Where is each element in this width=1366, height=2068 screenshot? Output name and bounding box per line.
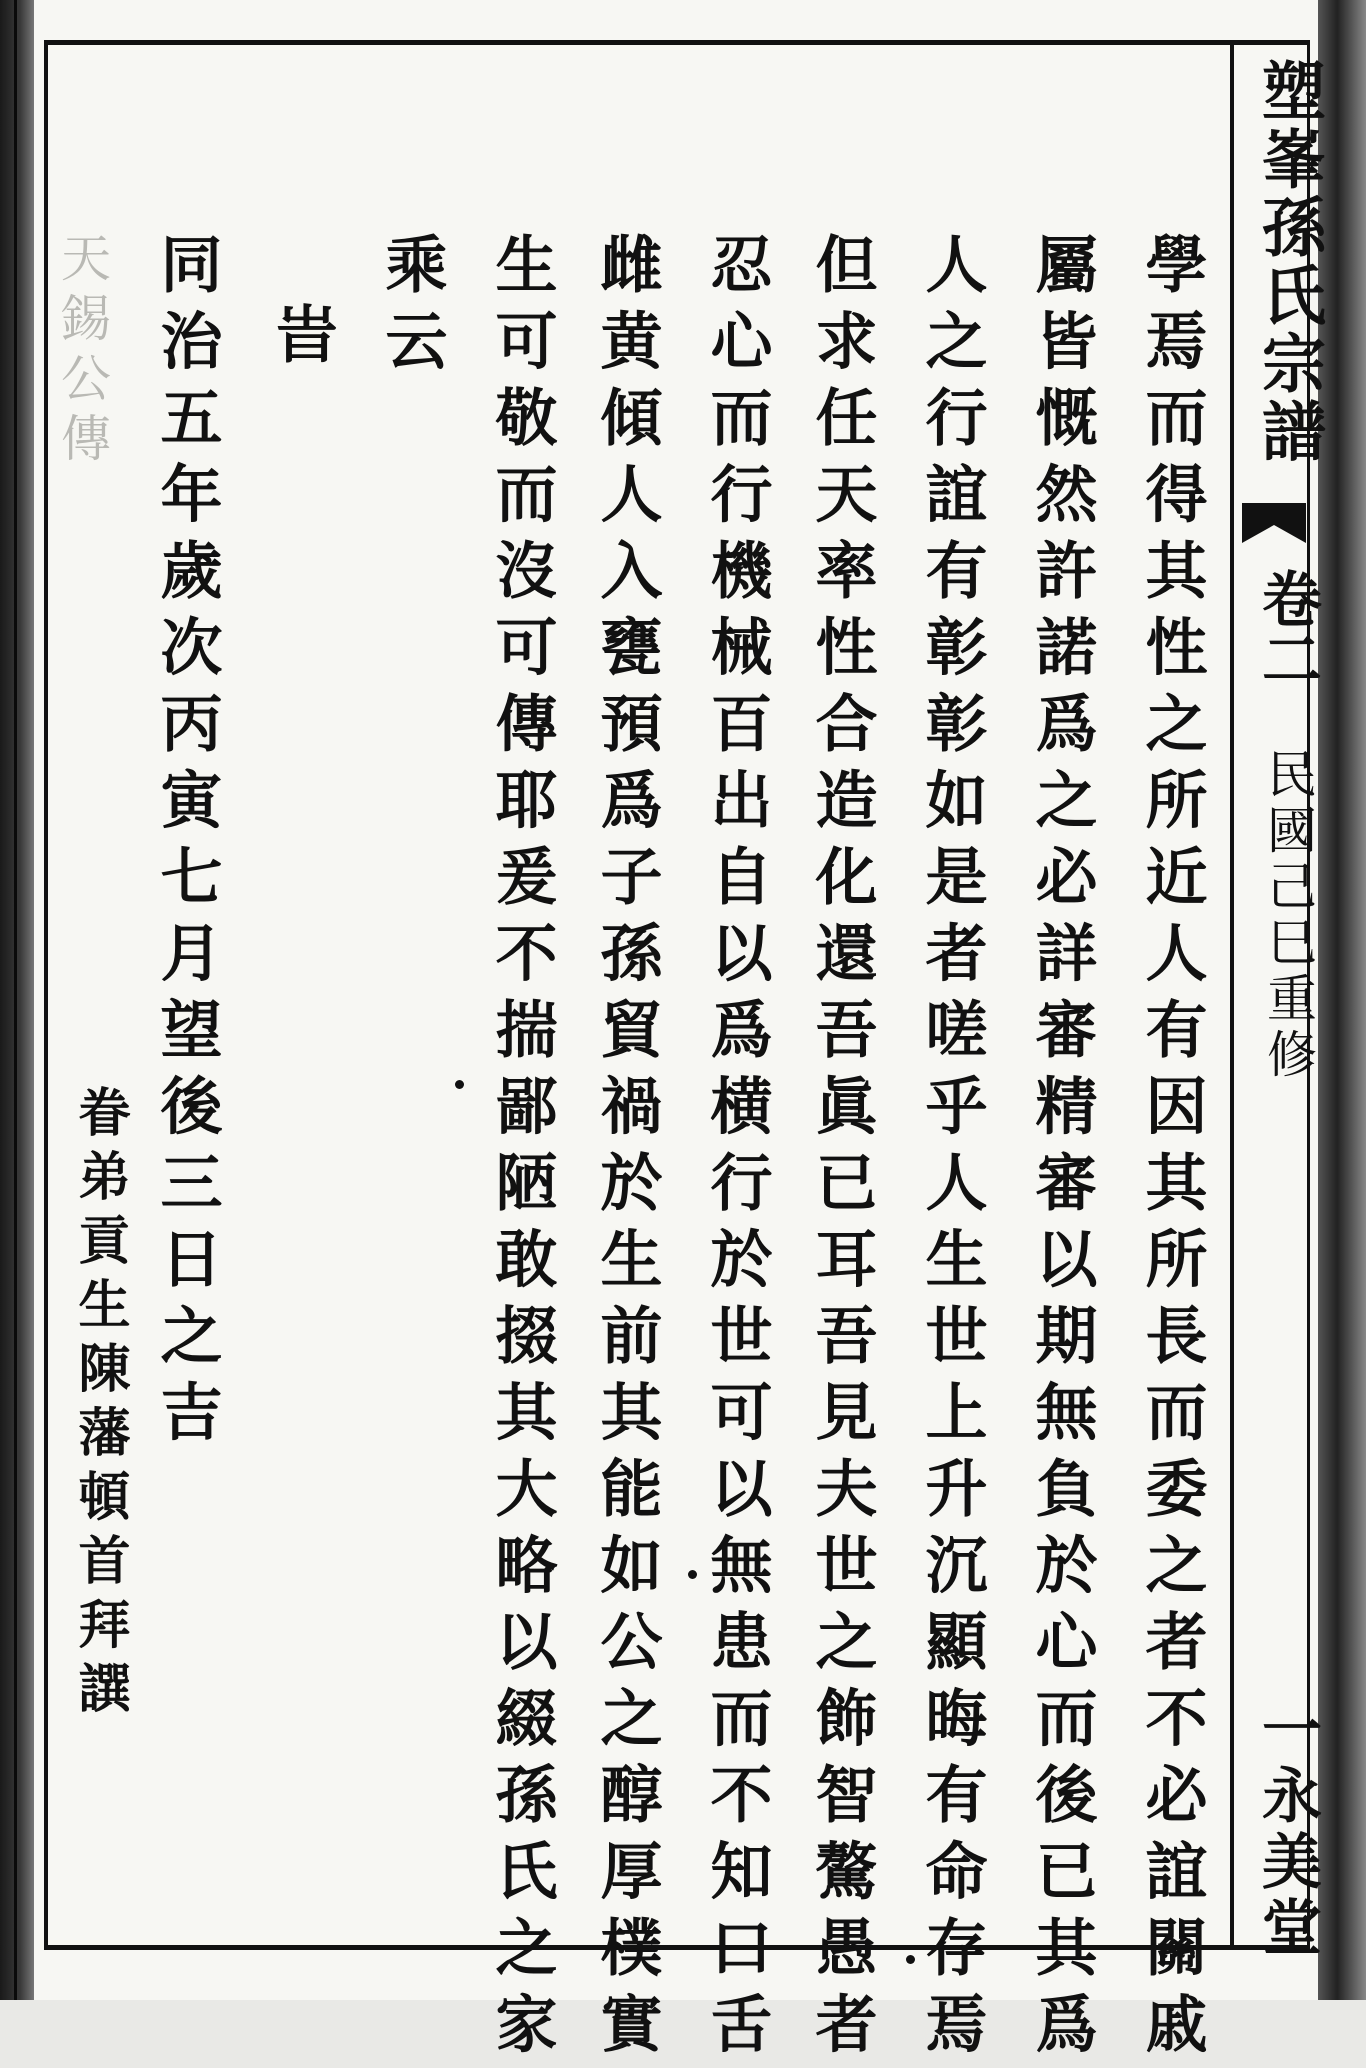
book-binding xyxy=(0,0,34,2000)
date-column: 同治五年歲次丙寅七月望後三日之吉 xyxy=(150,232,223,1456)
text-column-4: 但求任天率性合造化還吾眞已耳吾見夫世之飾智驁愚者 xyxy=(805,232,878,2068)
print-frame xyxy=(44,40,1310,1950)
hall-name: 一永美堂 xyxy=(1252,1698,1322,1962)
banxin-column xyxy=(1238,58,1326,1962)
punctuation-dot xyxy=(688,1570,697,1579)
punctuation-dot xyxy=(455,1080,464,1089)
text-column-9: 旹 xyxy=(265,302,338,379)
author-signature: 眷弟貢生陳藩頓首拜譔 xyxy=(69,1085,130,1725)
edition-note: 民國己巳重修 xyxy=(1259,748,1317,1084)
text-column-7: 生可敬而沒可傳耶爰不揣鄙陋敢掇其大略以綴孫氏之家 xyxy=(485,232,558,2068)
volume-label: 卷二 xyxy=(1252,568,1322,688)
text-column-6: 雌黄傾人入甕預爲子孫貿禍於生前其能如公之醇厚樸實 xyxy=(590,232,663,2068)
bleed-through-text: 天錫公傳 xyxy=(53,232,111,472)
text-column-1: 學焉而得其性之所近人有因其所長而委之者不必誼關戚 xyxy=(1135,232,1208,2068)
text-column-3: 人之行誼有彰彰如是者嗟乎人生世上升沉顯晦有命存焉 xyxy=(915,232,988,2068)
genealogy-title: 塑峯孫氏宗譜 xyxy=(1251,58,1326,466)
fish-tail-icon xyxy=(1242,503,1306,559)
center-rule xyxy=(1230,40,1234,1950)
text-column-2: 屬皆慨然許諾爲之必詳審精審以期無負於心而後已其爲 xyxy=(1025,232,1098,2068)
punctuation-dot xyxy=(906,1955,915,1964)
text-column-5: 忍心而行機械百出自以爲横行於世可以無患而不知口舌 xyxy=(700,232,773,2068)
text-column-8: 乘云 xyxy=(375,232,448,385)
